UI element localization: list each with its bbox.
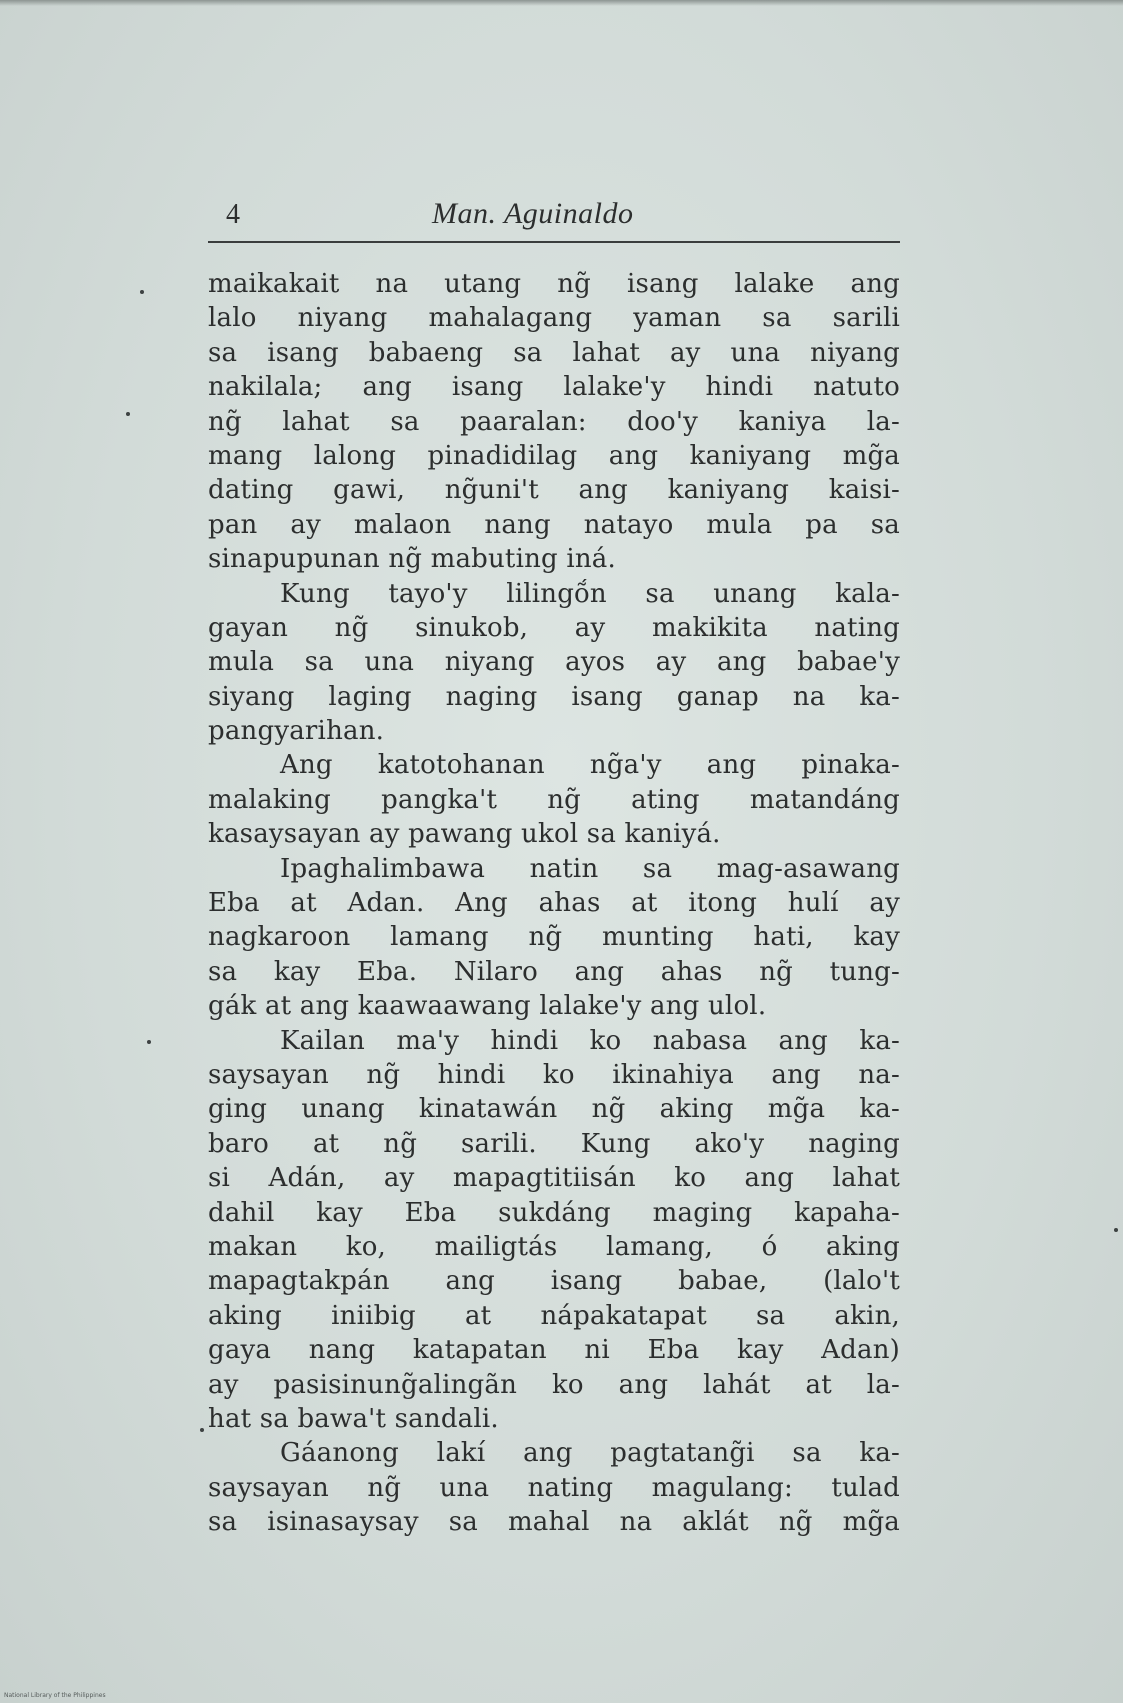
text-line: gayan ng̃ sinukob, ay makikita nating: [208, 612, 900, 643]
text-line: sa kay Eba. Nilaro ang ahas ng̃ tung-: [208, 956, 900, 987]
text-line: malaking pangka't ng̃ ating matandáng: [208, 784, 900, 815]
text-line: sa isinasaysay sa mahal na aklát ng̃ mg̃a: [208, 1507, 900, 1538]
text-line: lalo niyang mahalagang yaman sa sarili: [208, 303, 900, 334]
text-line: ng̃ lahat sa paaralan: doo'y kaniya la-: [208, 406, 900, 437]
ink-speck: [126, 412, 130, 416]
page-header: [208, 195, 900, 243]
text-line: kasaysayan ay pawang ukol sa kaniyá.: [208, 819, 721, 850]
ink-speck: [140, 290, 144, 294]
text-line: dating gawi, ng̃uni't ang kaniyang kaisi-: [208, 475, 900, 506]
text-line: sinapupunan ng̃ mabuting iná.: [208, 544, 616, 575]
text-line: hat sa bawa't sandali.: [208, 1403, 499, 1434]
text-line: sa isang babaeng sa lahat ay una niyang: [208, 337, 900, 368]
ink-speck: [1114, 1228, 1118, 1232]
text-line: mang lalong pinadidilag ang kaniyang mg̃a: [208, 440, 900, 471]
text-line: mula sa una niyang ayos ay ang babae'y: [208, 647, 900, 678]
text-line: gák at ang kaawaawang lalake'y ang ulol.: [208, 991, 767, 1022]
page-number: 4: [226, 199, 240, 230]
text-line: siyang laging naging isang ganap na ka-: [208, 681, 900, 712]
text-line: nagkaroon lamang ng̃ munting hati, kay: [208, 922, 900, 953]
text-line: aking iniibig at nápakatapat sa akin,: [208, 1300, 900, 1331]
text-line: Ang katotohanan ng̃a'y ang pinaka-: [280, 750, 900, 781]
text-line: nakilala; ang isang lalake'y hindi natuto: [208, 372, 900, 403]
text-body: [208, 267, 900, 1539]
text-line: gaya nang katapatan ni Eba kay Adan): [208, 1335, 900, 1366]
text-line: baro at ng̃ sarili. Kung ako'y naging: [208, 1128, 900, 1159]
text-line: Eba at Adan. Ang ahas at itong hulí ay: [208, 888, 900, 919]
text-line: saysayan ng̃ hindi ko ikinahiya ang na-: [208, 1059, 900, 1090]
page-top-edge: [0, 0, 1123, 6]
text-line: Ipaghalimbawa natin sa mag-asawang: [280, 853, 900, 884]
text-line: makan ko, mailigtás lamang, ó aking: [208, 1231, 900, 1262]
text-line: maikakait na utang ng̃ isang lalake ang: [208, 269, 900, 299]
text-line: dahil kay Eba sukdáng maging kapaha-: [208, 1197, 900, 1228]
text-line: Kung tayo'y lilingṍn sa unang kala-: [280, 578, 900, 609]
running-head: Man. Aguinaldo: [432, 197, 634, 230]
text-line: Gáanong lakí ang pagtatang̃i sa ka-: [280, 1438, 900, 1469]
text-line: mapagtakpán ang isang babae, (lalo't: [208, 1266, 900, 1297]
text-line: ging unang kinatawán ng̃ aking mg̃a ka-: [208, 1094, 900, 1125]
text-line: Kailan ma'y hindi ko nabasa ang ka-: [280, 1025, 900, 1056]
text-line: pangyarihan.: [208, 716, 385, 747]
library-credit: National Library of the Philippines: [4, 1692, 106, 1699]
text-line: pan ay malaon nang natayo mula pa sa: [208, 509, 900, 540]
text-line: saysayan ng̃ una nating magulang: tulad: [208, 1472, 900, 1503]
text-line: ay pasisinung̃alingãn ko ang lahát at la-: [208, 1369, 900, 1400]
ink-speck: [147, 1040, 151, 1044]
ink-speck: [200, 1428, 204, 1432]
text-line: si Adán, ay mapagtitiisán ko ang lahat: [208, 1163, 900, 1194]
